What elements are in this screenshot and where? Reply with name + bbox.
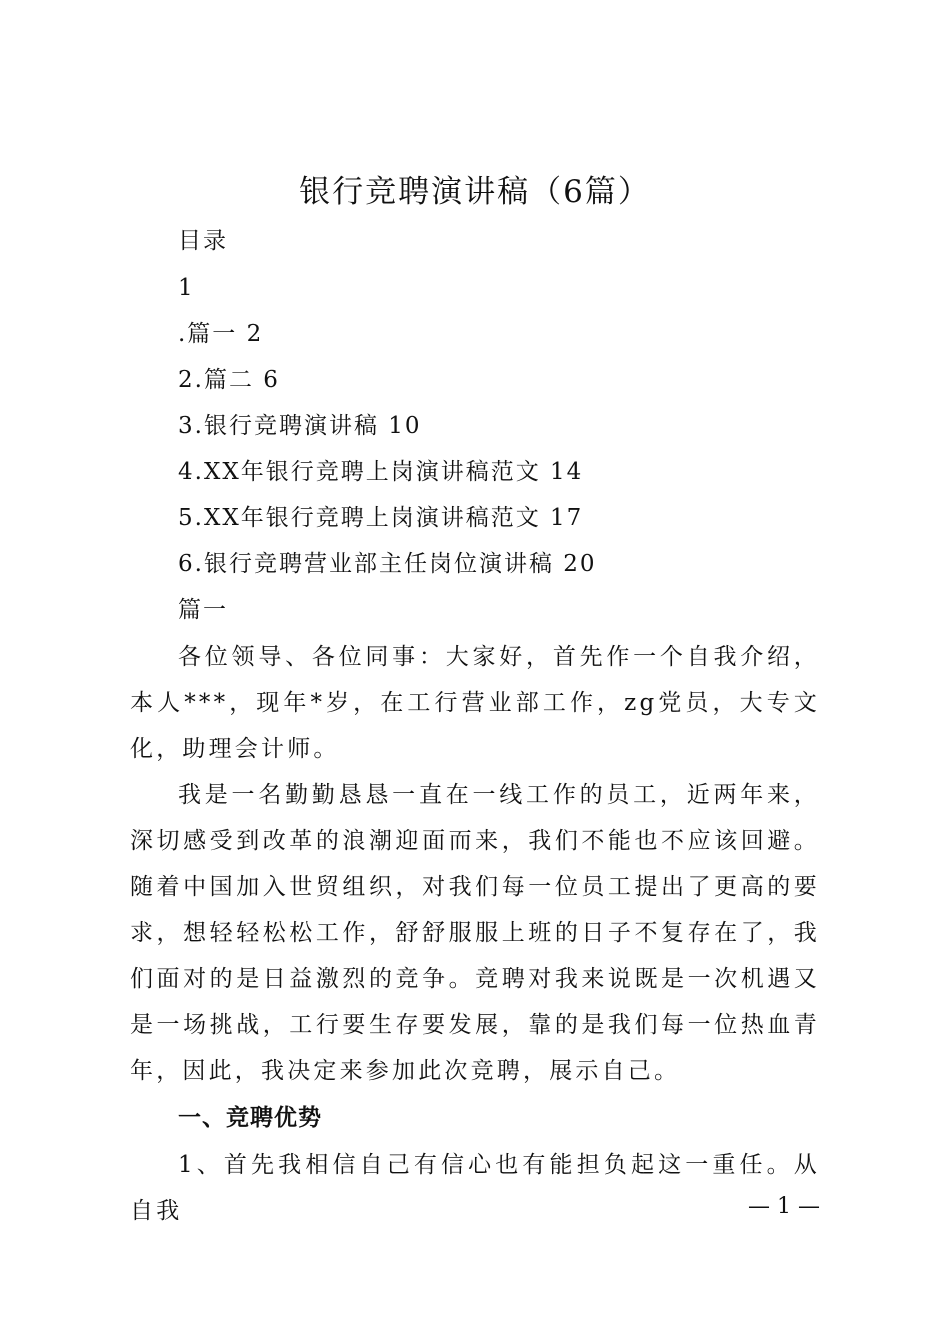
- toc-item: .篇一 2: [178, 321, 264, 347]
- toc-item: 4.XX年银行竞聘上岗演讲稿范文 14: [178, 459, 584, 485]
- toc-item: 5.XX年银行竞聘上岗演讲稿范文 17: [178, 505, 584, 531]
- page-number: — 1 —: [748, 1194, 820, 1219]
- section-label: 篇一: [178, 597, 228, 623]
- toc-item: 1: [178, 275, 195, 301]
- toc-item: 6.银行竞聘营业部主任岗位演讲稿 20: [178, 551, 597, 577]
- body-paragraph: 我是一名勤勤恳恳一直在一线工作的员工，近两年来，深切感受到改革的浪潮迎面而来，我们不能也不应该回避。随着中国加入世贸组织，对我们每一位员工提出了更高的要求，想轻轻松松工作，舒舒服服上班的日子不复存在了，我们面对的是日益激烈的竞争。竞聘对我来说既是一次机遇又是一场挑战，工行要生存要发展，靠的是我们每一位热血青年，因此，我决定来参加此次竞聘，展示自己。: [130, 782, 820, 1084]
- body-paragraph: 1、首先我相信自己有信心也有能担负起这一重任。从自我: [130, 1152, 820, 1224]
- toc-item: 3.银行竞聘演讲稿 10: [178, 413, 422, 439]
- body-paragraph: 各位领导、各位同事：大家好，首先作一个自我介绍，本人***，现年*岁，在工行营业部工作，zg党员，大专文化，助理会计师。: [130, 644, 820, 762]
- document-title: 银行竞聘演讲稿（6篇）: [299, 174, 651, 210]
- section-subheading: 一、竞聘优势: [178, 1105, 322, 1131]
- toc-item: 2.篇二 6: [178, 367, 280, 393]
- toc-heading: 目录: [178, 228, 228, 254]
